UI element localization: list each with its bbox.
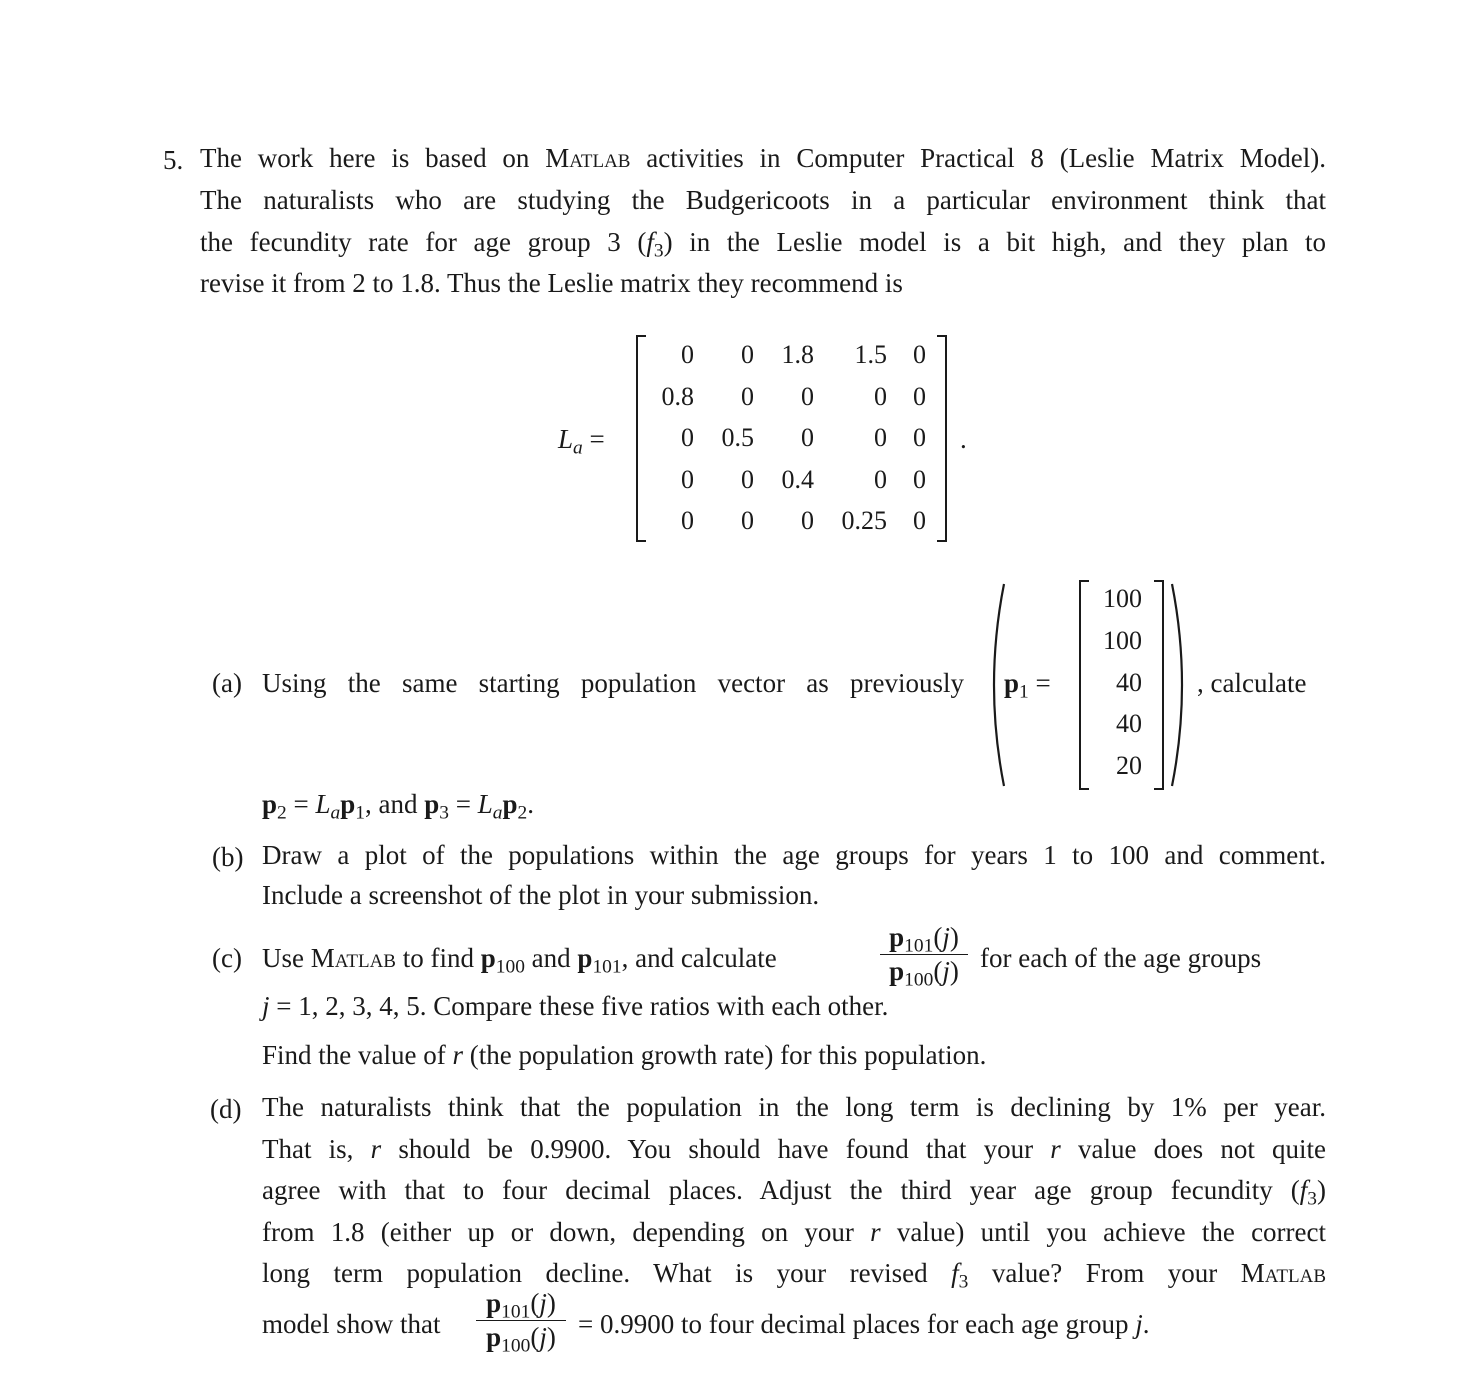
intro-line-4: revise it from 2 to 1.8. Thus the Leslie matrix they recommend is [200,268,903,298]
matrix-cell: 0 [874,465,887,494]
vector-entry: 40 [1116,709,1142,738]
matrix-cell: 0 [913,423,926,452]
intro-line-2: The naturalists who are studying the Budgericoots in a particular environment think that [200,185,1326,215]
part-a-text: Using the same starting population vector as previously [262,668,964,698]
question-number: 5. [163,145,184,175]
matrix-cell: 0 [741,382,754,411]
part-c-line-1-before: Use Matlab to find $p_{100}$ and $p_{101}$, and calculate [262,943,777,978]
matrix-cell: 0 [681,506,694,535]
matrix-cell: 0 [741,340,754,369]
part-c-fraction-numerator: $p_{101}(j)$ [889,922,959,957]
matrix-cell: 0.8 [661,382,694,411]
vector-entry: 20 [1116,751,1142,780]
part-d-fraction-numerator: $p_{101}(j)$ [486,1288,556,1323]
part-d-line-4: from 1.8 (either up or down, depending on your r value) until you achieve the correct [262,1217,1327,1247]
vector-entry: 40 [1116,668,1142,697]
vector-right-bracket [1154,580,1164,790]
matrix-cell: 0.25 [841,506,887,535]
matrix-cell: 0.5 [721,423,754,452]
matrix-cell: 0 [681,423,694,452]
part-c-ratio-fraction [880,922,968,991]
part-c-line-1-after: for each of the age groups [980,943,1262,973]
part-d-fraction-denominator: $p_{100}(j)$ [486,1322,556,1357]
vector-entry: 100 [1103,626,1142,655]
part-d-line-3: agree with that to four decimal places. Adjust the third year age group fecundity $(f_3)$ [262,1175,1326,1210]
part-a-label: (a) [212,668,242,698]
part-c-line-2: j = 1, 2, 3, 4, 5. Compare these five ratios with each other. [262,991,889,1021]
matrix-cell: 0 [913,506,926,535]
vector-right-paren [1168,582,1194,788]
part-d-line-5: long term population decline. What is your revised $f_3$ value? From your Matlab [262,1258,1326,1293]
part-c-fraction-denominator: $p_{100}(j)$ [889,956,959,991]
matrix-cell: 0.4 [781,465,814,494]
matrix-trailing-period: . [960,424,967,454]
matrix-cell: 0 [913,340,926,369]
matrix-right-bracket [937,335,947,542]
vector-lhs: $p_1$ = [1004,668,1051,703]
matrix-cell: 0 [801,382,814,411]
part-b-line-1: Draw a plot of the populations within the age groups for years 1 to 100 and comment. [262,840,1326,870]
matrix-cell: 0 [741,465,754,494]
matrix-cell: 0 [741,506,754,535]
part-d-line-1: The naturalists think that the population in the long term is declining by 1% per year. [262,1092,1326,1122]
matrix-cell: 0 [801,506,814,535]
matrix-cell: 0 [913,465,926,494]
matrix-lhs: $L_a$ = [558,424,605,459]
part-b-label: (b) [212,842,244,872]
part-c-line-3: Find the value of r (the population growth rate) for this population. [262,1040,987,1070]
part-d-line-2: That is, r should be 0.9900. You should have found that your r value does not quite [262,1134,1327,1164]
intro-line-1: The work here is based on Matlab activities in Computer Practical 8 (Leslie Matrix Model). [200,143,1326,173]
part-d-last-before: model show that [262,1309,441,1339]
part-d-ratio-fraction [476,1288,566,1357]
matrix-cell: 0 [913,382,926,411]
part-b-line-2: Include a screenshot of the plot in your submission. [262,880,820,910]
part-d-label: (d) [210,1094,242,1124]
part-d-last-after: = 0.9900 to four decimal places for each age group j. [578,1309,1150,1339]
vector-entry: 100 [1103,584,1142,613]
matrix-cell: 0 [681,465,694,494]
matrix-cell: 0 [874,423,887,452]
part-c-label: (c) [212,943,242,973]
intro-line-3: the fecundity rate for age group 3 $(f_3)$ in the Leslie model is a bit high, and they plan to [200,227,1327,262]
matrix-cell: 0 [801,423,814,452]
part-a-after-vector: , calculate [1197,668,1307,698]
matrix-cell: 0 [874,382,887,411]
matrix-cell: 1.8 [781,340,814,369]
matrix-cell: 0 [681,340,694,369]
part-a-line-2: $p_2 = L_ap_1$, and $p_3 = L_ap_2$. [262,789,534,824]
matrix-cell: 1.5 [854,340,887,369]
